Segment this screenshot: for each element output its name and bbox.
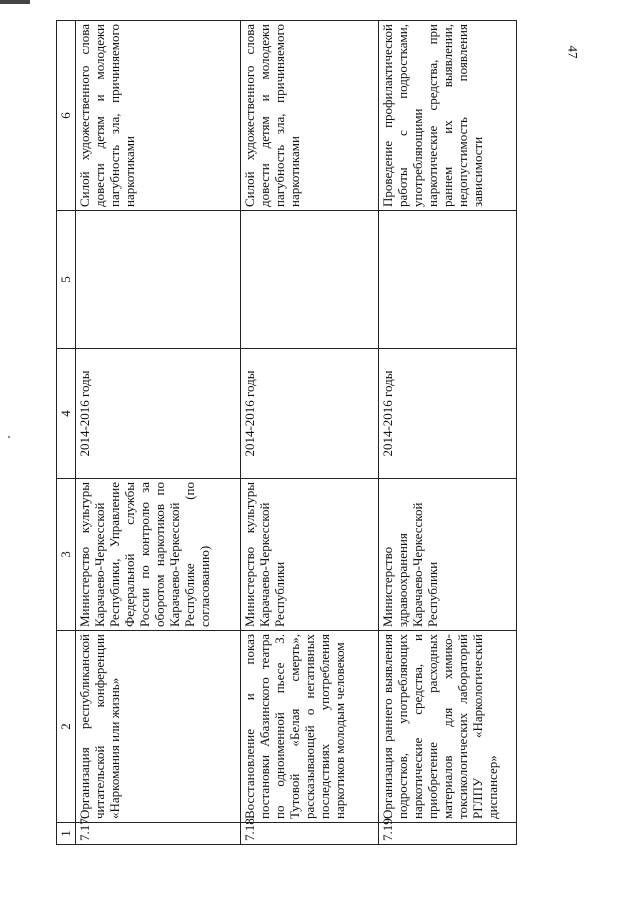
row-number: 7.19. — [379, 823, 517, 845]
funding-cell — [379, 211, 517, 349]
result-cell: Силой художественного слова довести детям и молодежи пагубность зла, причиняемого наркотиками — [241, 21, 379, 211]
funding-cell — [76, 211, 241, 349]
program-table — [56, 20, 517, 845]
header-row — [57, 21, 76, 845]
header-col-6: 6 — [57, 21, 76, 211]
period-cell: 2014-2016 годы — [241, 349, 379, 479]
period-cell: 2014-2016 годы — [76, 349, 241, 479]
scan-speck — [8, 436, 10, 438]
event-cell: Организация раннего выявления подростков, употребляющих наркотические средства, и приобретение расходных материалов для химико-токсикологических лабораторий РГЛПУ «Наркологический диспансер» — [379, 631, 517, 823]
header-col-4: 4 — [57, 349, 76, 479]
scan-edge-mark — [0, 0, 30, 4]
event-cell: Организация республиканской читательской конференции «Наркомания или жизнь» — [76, 631, 241, 823]
header-col-1: 1 — [57, 823, 76, 845]
executor-cell: Министерство здравоохранения Карачаево-Черкесской Республики — [379, 479, 517, 631]
executor-cell: Министерство культуры Карачаево-Черкесской Республики — [241, 479, 379, 631]
funding-cell — [241, 211, 379, 349]
header-col-3: 3 — [57, 479, 76, 631]
table-row — [241, 21, 379, 845]
table-row — [76, 21, 241, 845]
table-row — [379, 21, 517, 845]
rotated-table-container — [56, 21, 580, 845]
period-cell: 2014-2016 годы — [379, 349, 517, 479]
result-cell: Силой художественного слова довести детям и молодежи пагубность зла, причиняемого наркотиками — [76, 21, 241, 211]
executor-cell: Министерство культуры Карачаево-Черкесской Республики, Управление Федеральной службы России по контролю за оборотом наркотиков по Карачаево-Черкесской Республике (по согласованию) — [76, 479, 241, 631]
page-number: 47 — [565, 45, 581, 59]
header-col-5: 5 — [57, 211, 76, 349]
row-number: 7.17. — [76, 823, 241, 845]
row-number: 7.18. — [241, 823, 379, 845]
result-cell: Проведение профилактической работы с подростками, употребляющими наркотические средства, при раннем их выявлении, недопустимость появления зависимости — [379, 21, 517, 211]
header-col-2: 2 — [57, 631, 76, 823]
event-cell: Восстановление и показ постановки Абазинского театра по одноименной пьесе З. Тутовой «Белая смерть», рассказывающей о негативных последствиях употребления наркотиков молодым человеком — [241, 631, 379, 823]
